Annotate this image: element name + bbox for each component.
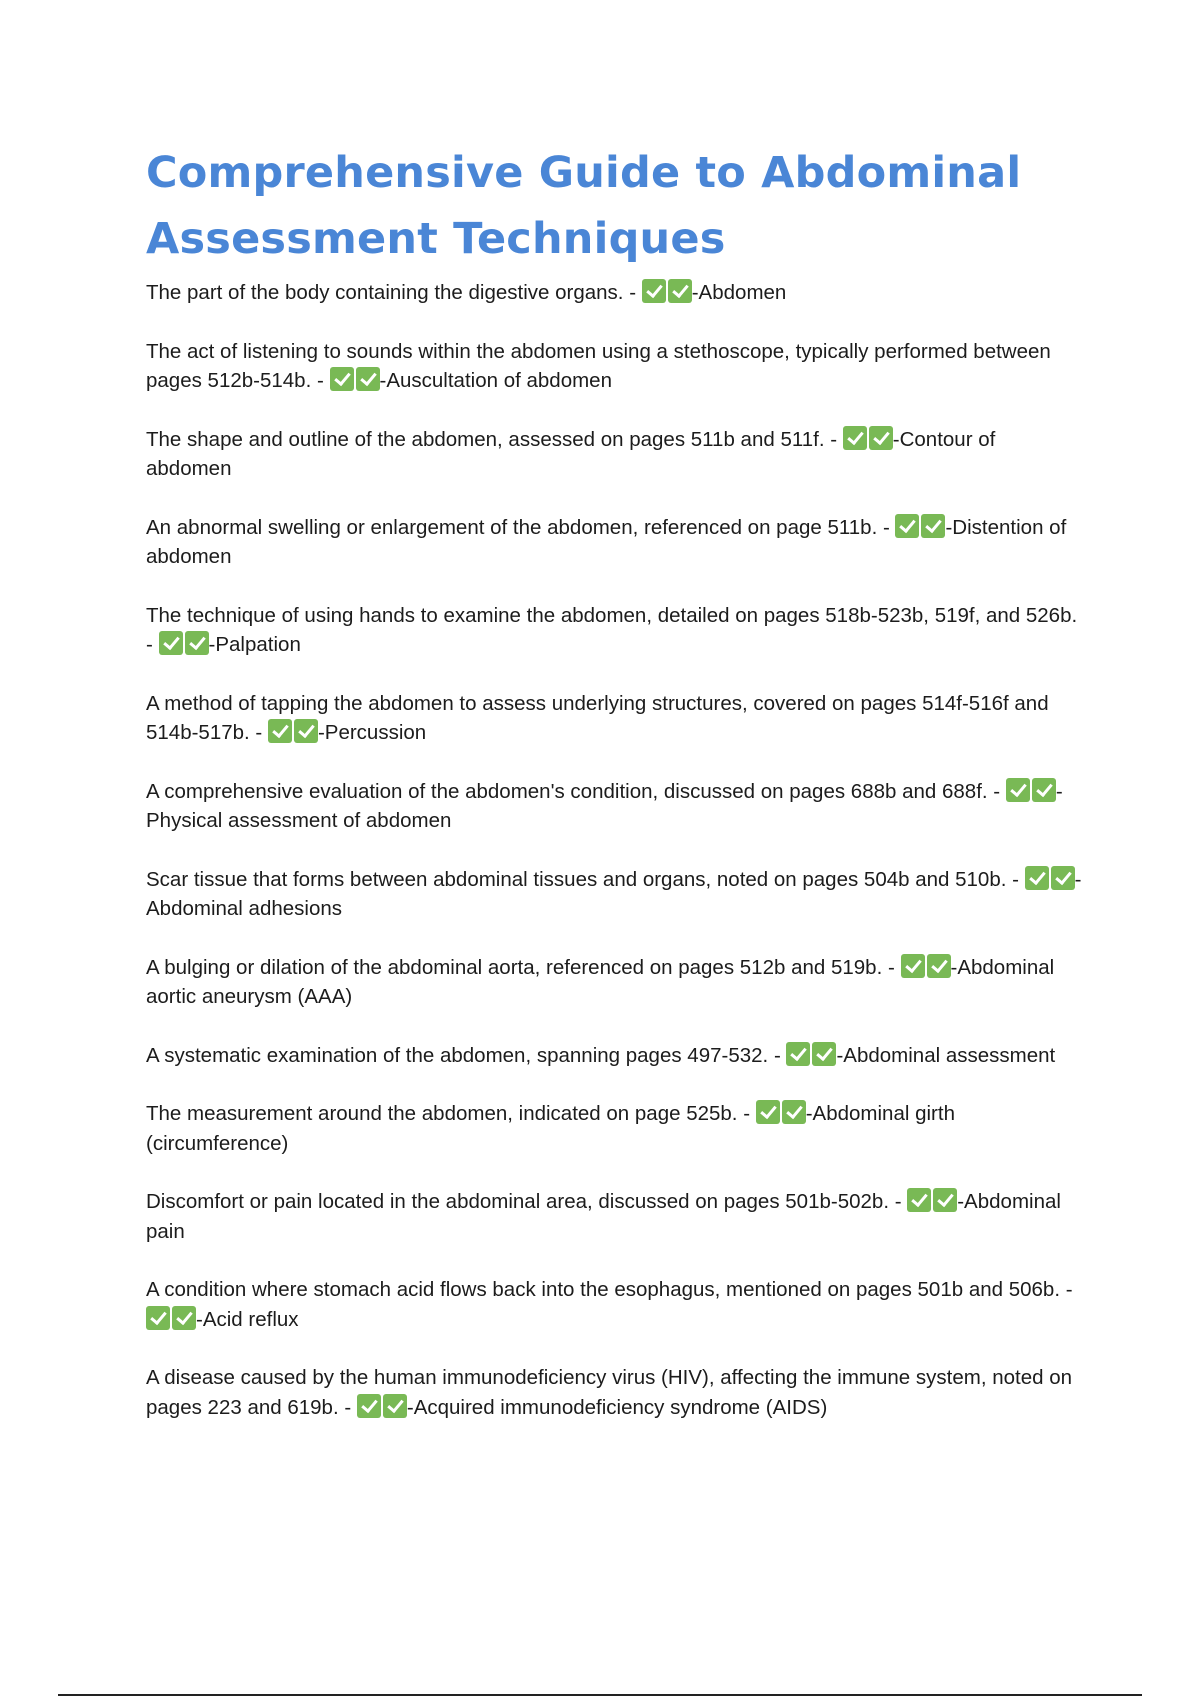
- entry-term: -Abdominal pain: [146, 1190, 1061, 1243]
- document-page: [146, 140, 1086, 1451]
- check-mark-icon: [782, 1100, 806, 1124]
- answer-checkmarks: [756, 1100, 806, 1124]
- list-item: [146, 1041, 1086, 1071]
- list-item: [146, 425, 1086, 484]
- check-mark-icon: [172, 1306, 196, 1330]
- entry-definition: The technique of using hands to examine the abdomen, detailed on pages 518b-523b, 519f, and 526b.: [146, 603, 1078, 627]
- entry-definition: Scar tissue that forms between abdominal tissues and organs, noted on pages 504b and 510b.: [146, 867, 1007, 891]
- check-mark-icon: [268, 719, 292, 743]
- answer-checkmarks: [268, 719, 318, 743]
- entry-definition: The act of listening to sounds within the abdomen using a stethoscope, typically performed between pages 512b-514b.: [146, 339, 1051, 392]
- check-mark-icon: [895, 514, 919, 538]
- list-item: [146, 337, 1086, 396]
- list-item: [146, 689, 1086, 748]
- answer-checkmarks: [901, 954, 951, 978]
- check-mark-icon: [159, 631, 183, 655]
- check-mark-icon: [1051, 866, 1075, 890]
- entry-term: -Contour of abdomen: [146, 427, 996, 480]
- list-item: [146, 1275, 1086, 1334]
- answer-checkmarks: [907, 1188, 957, 1212]
- entry-definition: The part of the body containing the digestive organs.: [146, 281, 624, 304]
- entry-definition: Discomfort or pain located in the abdominal area, discussed on pages 501b-502b.: [146, 1190, 890, 1213]
- entry-term: -Abdominal aortic aneurysm (AAA): [146, 955, 1055, 1008]
- entry-separator: -: [889, 1190, 908, 1213]
- entry-definition: The measurement around the abdomen, indicated on page 525b.: [146, 1102, 738, 1125]
- entry-term: -Abdominal adhesions: [146, 867, 1082, 920]
- check-mark-icon: [1025, 866, 1049, 890]
- check-mark-icon: [869, 426, 893, 450]
- check-mark-icon: [330, 367, 354, 391]
- entry-term: -Physical assessment of abdomen: [146, 779, 1063, 832]
- entry-term: -Palpation: [208, 633, 301, 656]
- entry-separator: -: [877, 515, 896, 539]
- entry-separator: -: [146, 633, 159, 656]
- list-item: [146, 513, 1086, 572]
- check-mark-icon: [843, 426, 867, 450]
- check-mark-icon: [185, 631, 209, 655]
- list-item: [146, 1099, 1086, 1158]
- check-mark-icon: [146, 1306, 170, 1330]
- check-mark-icon: [812, 1042, 836, 1066]
- entry-term: -Auscultation of abdomen: [379, 369, 612, 392]
- check-mark-icon: [668, 279, 692, 303]
- list-item: [146, 865, 1086, 924]
- entry-definition: An abnormal swelling or enlargement of the abdomen, referenced on page 511b.: [146, 515, 878, 539]
- answer-checkmarks: [843, 426, 893, 450]
- entry-separator: -: [1060, 1278, 1073, 1301]
- entry-list: [146, 278, 1086, 1422]
- entry-term: -Acid reflux: [196, 1307, 299, 1331]
- entry-definition: A condition where stomach acid flows back into the esophagus, mentioned on pages 501b and 506b.: [146, 1278, 1061, 1301]
- check-mark-icon: [907, 1188, 931, 1212]
- entry-term: -Percussion: [317, 721, 427, 744]
- list-item: [146, 278, 1086, 308]
- entry-separator: -: [882, 955, 901, 979]
- check-mark-icon: [927, 954, 951, 978]
- entry-definition: A method of tapping the abdomen to assess underlying structures, covered on pages 514f-516f and 514b-517b.: [146, 691, 1049, 744]
- entry-definition: A bulging or dilation of the abdominal aorta, referenced on pages 512b and 519b.: [146, 955, 883, 979]
- entry-term: -Acquired immunodeficiency syndrome (AIDS): [406, 1395, 828, 1419]
- entry-term: -Abdomen: [691, 281, 787, 304]
- entry-separator: -: [768, 1043, 787, 1067]
- entry-definition: The shape and outline of the abdomen, assessed on pages 511b and 511f.: [146, 427, 825, 451]
- entry-term: -Distention of abdomen: [146, 515, 1067, 568]
- check-mark-icon: [756, 1100, 780, 1124]
- answer-checkmarks: [159, 631, 209, 655]
- check-mark-icon: [642, 279, 666, 303]
- entry-separator: -: [987, 779, 1006, 803]
- check-mark-icon: [383, 1394, 407, 1418]
- entry-separator: -: [623, 281, 642, 304]
- answer-checkmarks: [357, 1394, 407, 1418]
- document-title: Comprehensive Guide to Abdominal Assessment Techniques: [146, 148, 1022, 264]
- check-mark-icon: [933, 1188, 957, 1212]
- answer-checkmarks: [146, 1306, 196, 1330]
- list-item: [146, 1187, 1086, 1246]
- answer-checkmarks: [786, 1042, 836, 1066]
- entry-separator: -: [338, 1395, 357, 1419]
- check-mark-icon: [786, 1042, 810, 1066]
- entry-definition: A comprehensive evaluation of the abdomen's condition, discussed on pages 688b and 688f.: [146, 779, 988, 803]
- answer-checkmarks: [642, 279, 692, 303]
- check-mark-icon: [901, 954, 925, 978]
- check-mark-icon: [357, 1394, 381, 1418]
- entry-term: -Abdominal assessment: [836, 1043, 1056, 1067]
- entry-term: -Abdominal girth (circumference): [146, 1102, 955, 1155]
- entry-definition: A systematic examination of the abdomen, spanning pages 497-532.: [146, 1043, 769, 1067]
- entry-definition: A disease caused by the human immunodeficiency virus (HIV), affecting the immune system, noted on pages 223 and 619b.: [146, 1366, 1073, 1419]
- entry-separator: -: [737, 1102, 756, 1125]
- answer-checkmarks: [1006, 778, 1056, 802]
- check-mark-icon: [921, 514, 945, 538]
- check-mark-icon: [1032, 778, 1056, 802]
- list-item: [146, 1363, 1086, 1422]
- list-item: [146, 777, 1086, 836]
- entry-separator: -: [1006, 867, 1025, 891]
- answer-checkmarks: [895, 514, 945, 538]
- check-mark-icon: [356, 367, 380, 391]
- check-mark-icon: [1006, 778, 1030, 802]
- check-mark-icon: [294, 719, 318, 743]
- entry-separator: -: [249, 721, 268, 744]
- footer-divider: [58, 1694, 1142, 1696]
- list-item: [146, 953, 1086, 1012]
- list-item: [146, 601, 1086, 660]
- answer-checkmarks: [1025, 866, 1075, 890]
- answer-checkmarks: [330, 367, 380, 391]
- entry-separator: -: [824, 427, 843, 451]
- entry-separator: -: [311, 369, 330, 392]
